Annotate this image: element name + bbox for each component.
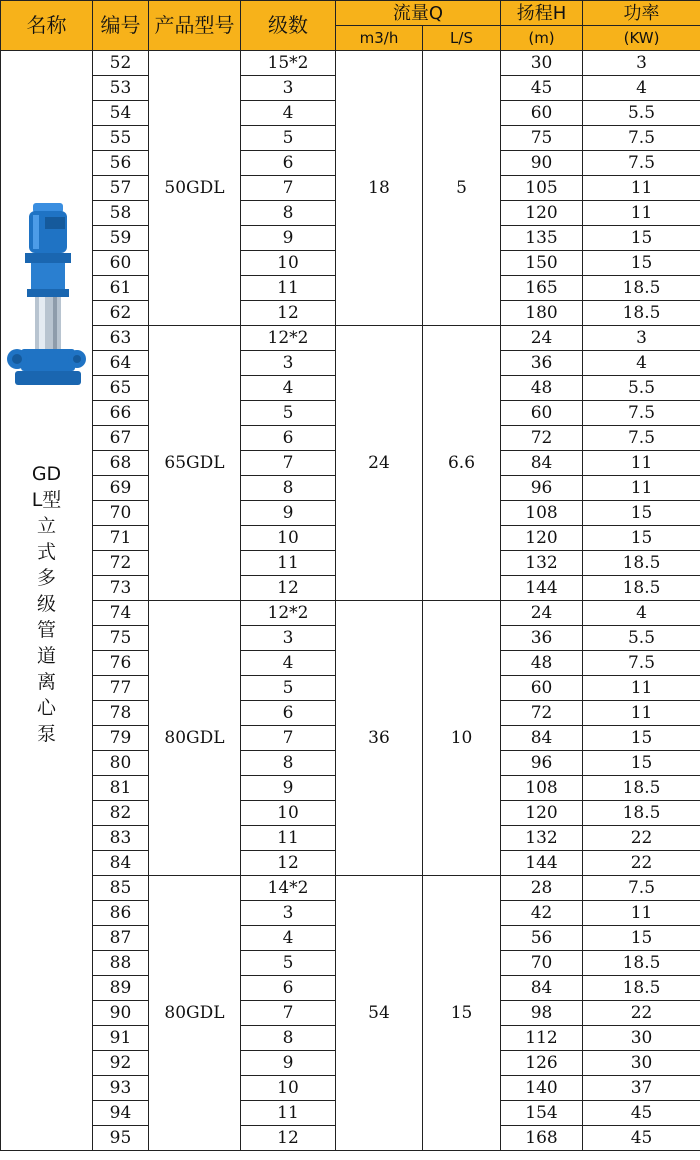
stages-cell: 10	[241, 251, 336, 276]
table-body	[1, 51, 700, 1151]
head-cell: 96	[501, 751, 583, 776]
power-cell: 11	[583, 451, 700, 476]
head-cell: 112	[501, 1026, 583, 1051]
flow-m3h-cell: 24	[336, 326, 423, 601]
stages-cell: 12	[241, 1126, 336, 1151]
row-number: 83	[93, 826, 149, 851]
row-number: 94	[93, 1101, 149, 1126]
head-cell: 36	[501, 351, 583, 376]
stages-cell: 9	[241, 501, 336, 526]
head-cell: 70	[501, 951, 583, 976]
head-cell: 120	[501, 801, 583, 826]
header-flow-unit-m3h: m3/h	[336, 26, 423, 51]
product-name-cell	[1, 51, 93, 1151]
head-cell: 144	[501, 851, 583, 876]
model-cell: 65GDL	[149, 326, 241, 601]
stages-cell: 11	[241, 276, 336, 301]
stages-cell: 7	[241, 451, 336, 476]
power-cell: 15	[583, 526, 700, 551]
model-cell: 80GDL	[149, 876, 241, 1151]
row-number: 88	[93, 951, 149, 976]
stages-cell: 8	[241, 1026, 336, 1051]
stages-cell: 3	[241, 351, 336, 376]
head-cell: 60	[501, 401, 583, 426]
head-cell: 45	[501, 76, 583, 101]
power-cell: 11	[583, 476, 700, 501]
row-number: 58	[93, 201, 149, 226]
power-cell: 4	[583, 601, 700, 626]
header-flow: 流量Q	[336, 1, 501, 26]
power-cell: 7.5	[583, 126, 700, 151]
row-number: 72	[93, 551, 149, 576]
head-cell: 108	[501, 776, 583, 801]
head-cell: 84	[501, 976, 583, 1001]
row-number: 91	[93, 1026, 149, 1051]
head-cell: 135	[501, 226, 583, 251]
power-cell: 11	[583, 701, 700, 726]
head-cell: 140	[501, 1076, 583, 1101]
stages-cell: 5	[241, 951, 336, 976]
head-cell: 60	[501, 676, 583, 701]
head-cell: 120	[501, 526, 583, 551]
power-cell: 7.5	[583, 876, 700, 901]
row-number: 93	[93, 1076, 149, 1101]
table-row	[1, 51, 700, 76]
row-number: 67	[93, 426, 149, 451]
row-number: 59	[93, 226, 149, 251]
row-number: 86	[93, 901, 149, 926]
head-cell: 126	[501, 1051, 583, 1076]
power-cell: 3	[583, 326, 700, 351]
stages-cell: 6	[241, 976, 336, 1001]
power-cell: 5.5	[583, 626, 700, 651]
row-number: 85	[93, 876, 149, 901]
power-cell: 45	[583, 1126, 700, 1151]
row-number: 71	[93, 526, 149, 551]
head-cell: 154	[501, 1101, 583, 1126]
stages-cell: 7	[241, 1001, 336, 1026]
row-number: 66	[93, 401, 149, 426]
stages-cell: 9	[241, 226, 336, 251]
head-cell: 132	[501, 551, 583, 576]
row-number: 95	[93, 1126, 149, 1151]
power-cell: 7.5	[583, 401, 700, 426]
stages-cell: 5	[241, 401, 336, 426]
power-cell: 15	[583, 726, 700, 751]
model-cell: 80GDL	[149, 601, 241, 876]
header-stages: 级数	[241, 1, 336, 51]
power-cell: 22	[583, 851, 700, 876]
pump-icon	[1, 199, 92, 389]
power-cell: 7.5	[583, 426, 700, 451]
head-cell: 84	[501, 451, 583, 476]
header-model: 产品型号	[149, 1, 241, 51]
power-cell: 37	[583, 1076, 700, 1101]
model-cell: 50GDL	[149, 51, 241, 326]
head-cell: 56	[501, 926, 583, 951]
row-number: 63	[93, 326, 149, 351]
header-number: 编号	[93, 1, 149, 51]
stages-cell: 5	[241, 126, 336, 151]
power-cell: 18.5	[583, 801, 700, 826]
row-number: 76	[93, 651, 149, 676]
stages-cell: 10	[241, 801, 336, 826]
stages-cell: 14*2	[241, 876, 336, 901]
stages-cell: 15*2	[241, 51, 336, 76]
flow-ls-cell: 6.6	[423, 326, 501, 601]
stages-cell: 12	[241, 576, 336, 601]
row-number: 74	[93, 601, 149, 626]
flow-m3h-cell: 36	[336, 601, 423, 876]
power-cell: 30	[583, 1026, 700, 1051]
power-cell: 15	[583, 251, 700, 276]
power-cell: 18.5	[583, 776, 700, 801]
stages-cell: 3	[241, 626, 336, 651]
stages-cell: 12*2	[241, 601, 336, 626]
header-head: 扬程H	[501, 1, 583, 26]
head-cell: 72	[501, 701, 583, 726]
head-cell: 24	[501, 601, 583, 626]
stages-cell: 12	[241, 301, 336, 326]
row-number: 54	[93, 101, 149, 126]
product-name: GDL型立式多级管道离心泵	[31, 463, 62, 745]
row-number: 82	[93, 801, 149, 826]
head-cell: 24	[501, 326, 583, 351]
head-cell: 48	[501, 651, 583, 676]
head-cell: 48	[501, 376, 583, 401]
power-cell: 18.5	[583, 951, 700, 976]
power-cell: 45	[583, 1101, 700, 1126]
flow-ls-cell: 10	[423, 601, 501, 876]
power-cell: 22	[583, 1001, 700, 1026]
power-cell: 11	[583, 901, 700, 926]
stages-cell: 4	[241, 376, 336, 401]
header-power: 功率	[583, 1, 700, 26]
stages-cell: 4	[241, 926, 336, 951]
stages-cell: 9	[241, 1051, 336, 1076]
row-number: 55	[93, 126, 149, 151]
power-cell: 11	[583, 201, 700, 226]
row-number: 73	[93, 576, 149, 601]
head-cell: 30	[501, 51, 583, 76]
row-number: 84	[93, 851, 149, 876]
power-cell: 5.5	[583, 101, 700, 126]
header-row	[1, 1, 700, 26]
flow-ls-cell: 5	[423, 51, 501, 326]
stages-cell: 6	[241, 151, 336, 176]
flow-m3h-cell: 54	[336, 876, 423, 1151]
power-cell: 22	[583, 826, 700, 851]
head-cell: 105	[501, 176, 583, 201]
head-cell: 90	[501, 151, 583, 176]
row-number: 53	[93, 76, 149, 101]
row-number: 75	[93, 626, 149, 651]
row-number: 87	[93, 926, 149, 951]
row-number: 78	[93, 701, 149, 726]
stages-cell: 4	[241, 101, 336, 126]
row-number: 60	[93, 251, 149, 276]
stages-cell: 12*2	[241, 326, 336, 351]
row-number: 52	[93, 51, 149, 76]
head-cell: 72	[501, 426, 583, 451]
head-cell: 165	[501, 276, 583, 301]
row-number: 77	[93, 676, 149, 701]
head-cell: 108	[501, 501, 583, 526]
header-power-unit: (KW)	[583, 26, 700, 51]
power-cell: 7.5	[583, 651, 700, 676]
flow-ls-cell: 15	[423, 876, 501, 1151]
power-cell: 5.5	[583, 376, 700, 401]
stages-cell: 11	[241, 826, 336, 851]
row-number: 65	[93, 376, 149, 401]
head-cell: 84	[501, 726, 583, 751]
stages-cell: 10	[241, 526, 336, 551]
power-cell: 30	[583, 1051, 700, 1076]
head-cell: 60	[501, 101, 583, 126]
table-row	[1, 876, 700, 901]
power-cell: 18.5	[583, 551, 700, 576]
power-cell: 18.5	[583, 276, 700, 301]
power-cell: 15	[583, 501, 700, 526]
row-number: 81	[93, 776, 149, 801]
row-number: 57	[93, 176, 149, 201]
row-number: 92	[93, 1051, 149, 1076]
power-cell: 18.5	[583, 976, 700, 1001]
stages-cell: 9	[241, 776, 336, 801]
stages-cell: 8	[241, 476, 336, 501]
head-cell: 75	[501, 126, 583, 151]
flow-m3h-cell: 18	[336, 51, 423, 326]
power-cell: 3	[583, 51, 700, 76]
head-cell: 120	[501, 201, 583, 226]
row-number: 68	[93, 451, 149, 476]
head-cell: 168	[501, 1126, 583, 1151]
header-head-unit: (m)	[501, 26, 583, 51]
row-number: 80	[93, 751, 149, 776]
power-cell: 7.5	[583, 151, 700, 176]
head-cell: 42	[501, 901, 583, 926]
power-cell: 15	[583, 751, 700, 776]
header-flow-unit-ls: L/S	[423, 26, 501, 51]
row-number: 69	[93, 476, 149, 501]
head-cell: 180	[501, 301, 583, 326]
head-cell: 132	[501, 826, 583, 851]
stages-cell: 5	[241, 676, 336, 701]
stages-cell: 12	[241, 851, 336, 876]
power-cell: 11	[583, 176, 700, 201]
head-cell: 144	[501, 576, 583, 601]
header-name: 名称	[1, 1, 93, 51]
row-number: 62	[93, 301, 149, 326]
row-number: 89	[93, 976, 149, 1001]
table-row	[1, 601, 700, 626]
stages-cell: 7	[241, 726, 336, 751]
stages-cell: 8	[241, 201, 336, 226]
stages-cell: 11	[241, 551, 336, 576]
power-cell: 11	[583, 676, 700, 701]
head-cell: 150	[501, 251, 583, 276]
head-cell: 28	[501, 876, 583, 901]
power-cell: 4	[583, 76, 700, 101]
row-number: 70	[93, 501, 149, 526]
stages-cell: 3	[241, 76, 336, 101]
stages-cell: 8	[241, 751, 336, 776]
row-number: 79	[93, 726, 149, 751]
power-cell: 4	[583, 351, 700, 376]
row-number: 56	[93, 151, 149, 176]
stages-cell: 7	[241, 176, 336, 201]
stages-cell: 11	[241, 1101, 336, 1126]
row-number: 64	[93, 351, 149, 376]
stages-cell: 6	[241, 701, 336, 726]
head-cell: 36	[501, 626, 583, 651]
stages-cell: 6	[241, 426, 336, 451]
stages-cell: 10	[241, 1076, 336, 1101]
power-cell: 18.5	[583, 301, 700, 326]
table-row	[1, 326, 700, 351]
row-number: 90	[93, 1001, 149, 1026]
stages-cell: 4	[241, 651, 336, 676]
power-cell: 15	[583, 926, 700, 951]
power-cell: 18.5	[583, 576, 700, 601]
stages-cell: 3	[241, 901, 336, 926]
head-cell: 98	[501, 1001, 583, 1026]
power-cell: 15	[583, 226, 700, 251]
head-cell: 96	[501, 476, 583, 501]
row-number: 61	[93, 276, 149, 301]
